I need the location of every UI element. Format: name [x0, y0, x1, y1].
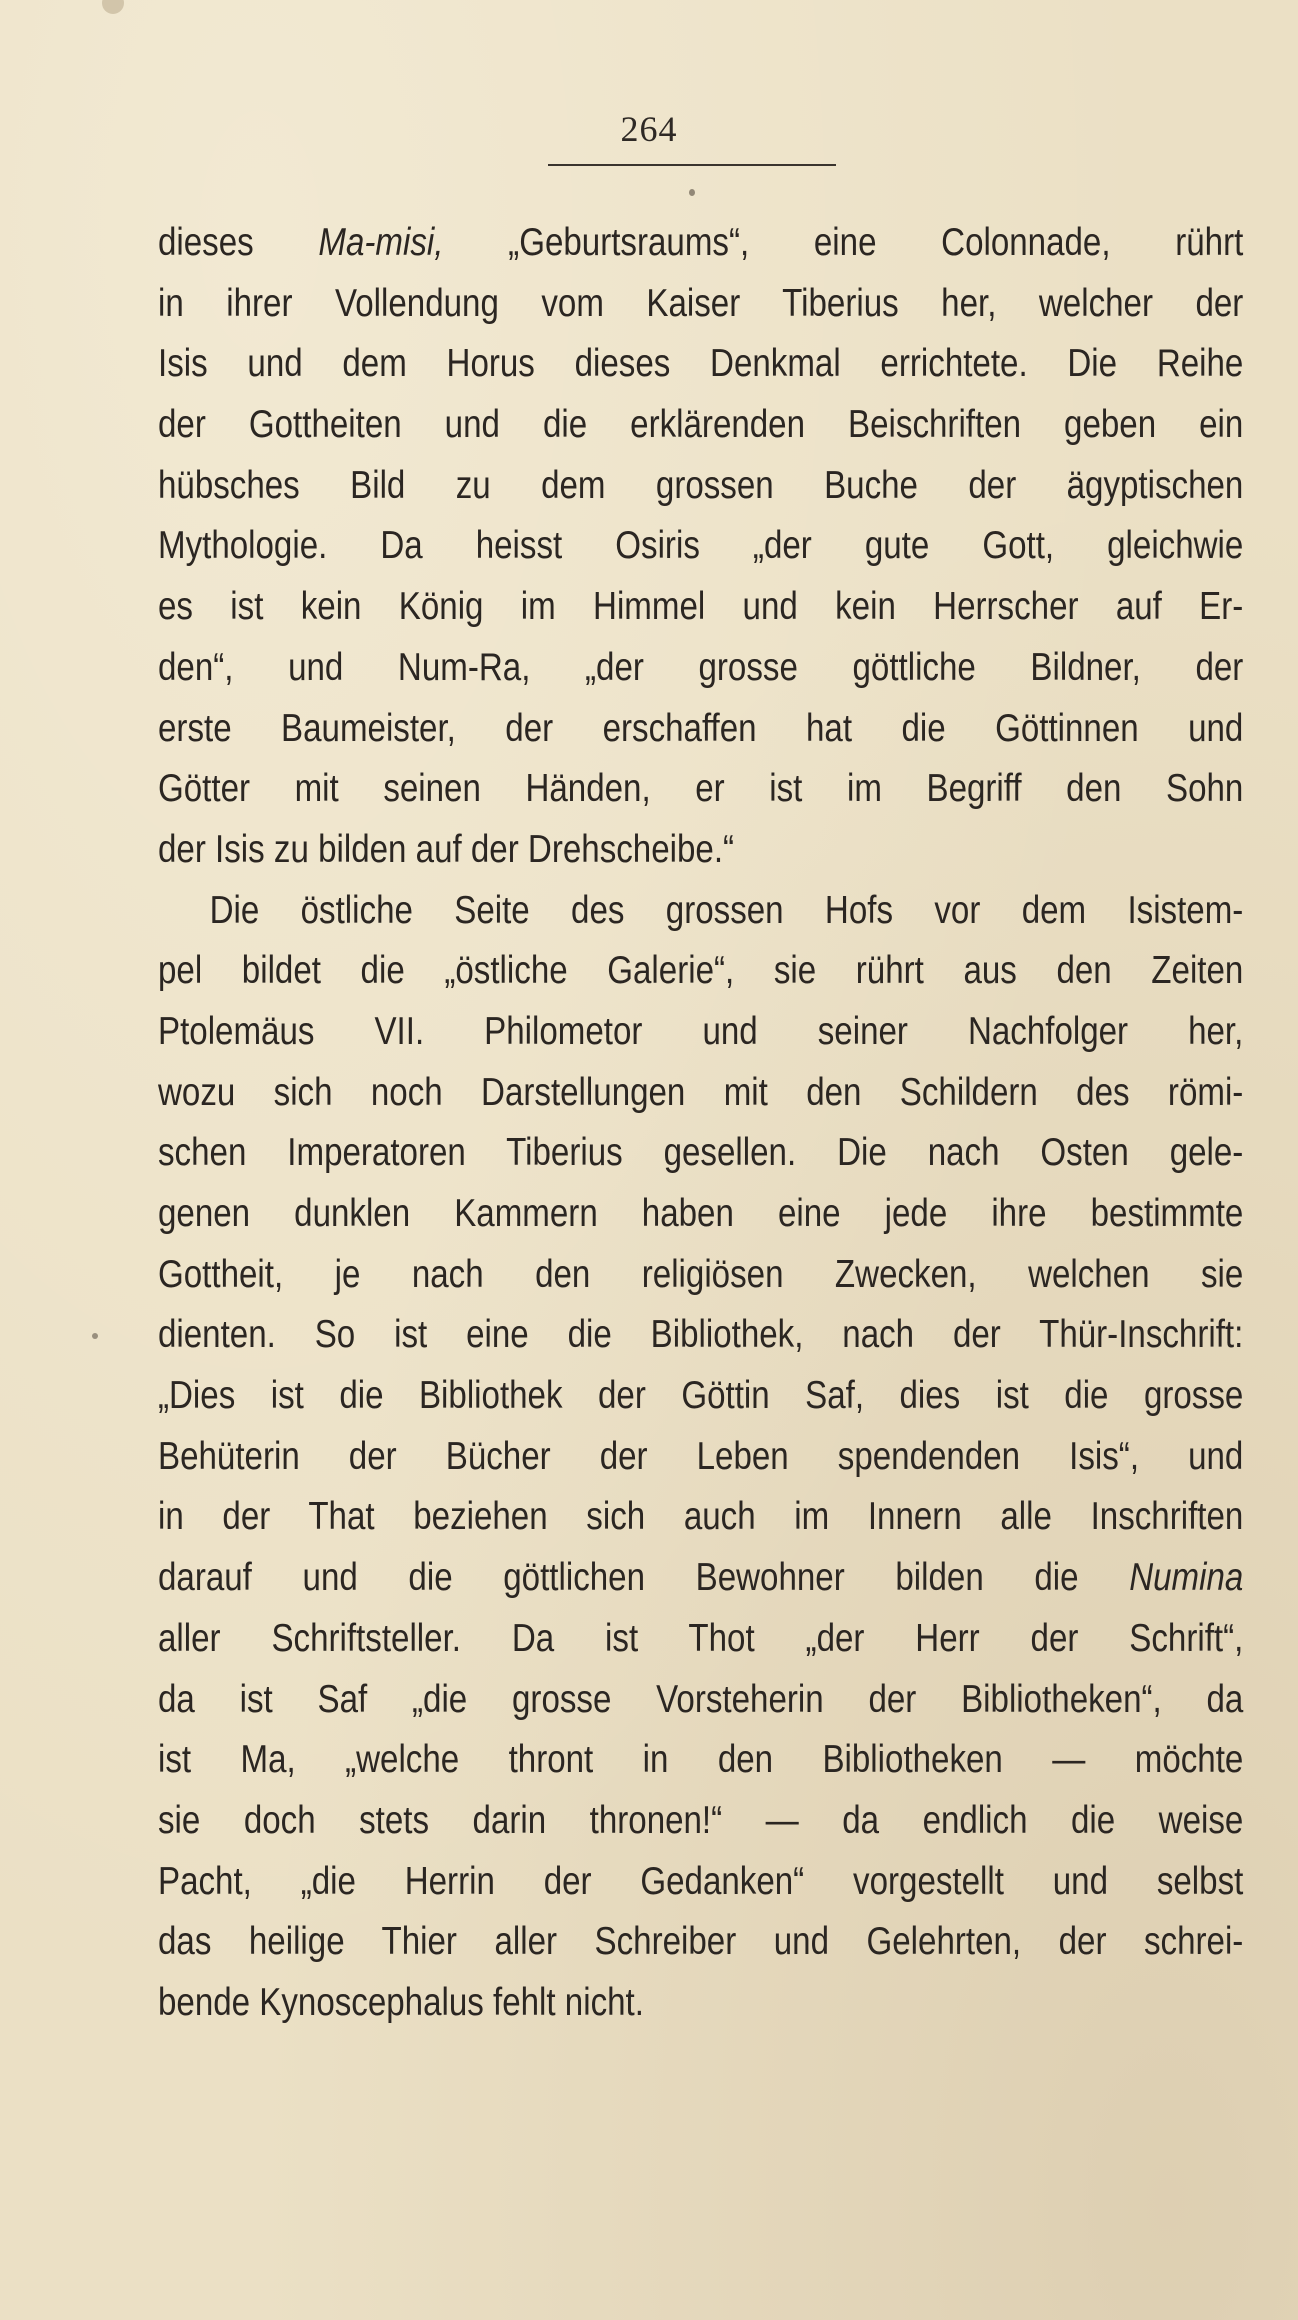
text-segment: Isis und dem Horus dieses Denkmal errichtete. Die Reihe — [158, 342, 1244, 386]
text-segment: bende Kynoscephalus fehlt nicht. — [158, 1980, 644, 2024]
text-segment: in ihrer Vollendung vom Kaiser Tiberius her, welcher der — [158, 281, 1244, 325]
text-segment: ist Ma, „welche thront in den Bibliotheken — möchte — [158, 1738, 1244, 1782]
text-line — [158, 213, 1243, 274]
text-line — [158, 881, 1243, 942]
text-segment: wozu sich noch Darstellungen mit den Schildern des römi- — [158, 1070, 1244, 1114]
text-line — [158, 1609, 1243, 1670]
text-line — [158, 577, 1243, 638]
text-line — [158, 1063, 1243, 1124]
text-segment: aller Schriftsteller. Da ist Thot „der Herr der Schrift“, — [158, 1616, 1244, 1660]
text-segment: dieses — [158, 221, 319, 264]
text-line — [158, 1245, 1243, 1306]
text-segment: der Gottheiten und die erklärenden Beischriften geben ein — [158, 403, 1244, 447]
text-line — [158, 759, 1243, 820]
text-line — [158, 1548, 1243, 1609]
text-line — [158, 274, 1243, 335]
text-segment: es ist kein König im Himmel und kein Herrscher auf Er- — [158, 585, 1244, 629]
text-line — [158, 1305, 1243, 1366]
paper-speck — [92, 1333, 98, 1339]
text-segment: sie doch stets darin thronen!“ — da endlich die weise — [158, 1798, 1244, 1842]
text-segment: Ptolemäus VII. Philometor und seiner Nachfolger her, — [158, 1009, 1244, 1053]
text-line — [158, 638, 1243, 699]
text-segment: „Geburtsraums“, eine Colonnade, rührt — [443, 221, 1244, 264]
text-line — [158, 1670, 1243, 1731]
text-segment: in der That beziehen sich auch im Innern alle Inschriften — [158, 1495, 1244, 1539]
text-segment: Die östliche Seite des grossen Hofs vor dem Isistem- — [209, 888, 1244, 932]
text-line — [158, 1791, 1243, 1852]
text-segment: erste Baumeister, der erschaffen hat die Göttinnen und — [158, 706, 1244, 750]
text-segment: Behüterin der Bücher der Leben spendenden Isis“, und — [158, 1434, 1244, 1478]
text-segment: den“, und Num-Ra, „der grosse göttliche Bildner, der — [158, 645, 1244, 689]
text-segment: Pacht, „die Herrin der Gedanken“ vorgestellt und selbst — [158, 1859, 1244, 1903]
text-line — [158, 1487, 1243, 1548]
text-line — [158, 941, 1243, 1002]
text-line — [158, 820, 1243, 881]
text-line — [158, 456, 1243, 517]
text-segment: schen Imperatoren Tiberius gesellen. Die nach Osten gele- — [158, 1131, 1244, 1175]
header-rule — [548, 164, 836, 166]
text-segment: darauf und die göttlichen Bewohner bilden die — [158, 1556, 1130, 1600]
text-segment: genen dunklen Kammern haben eine jede ihre bestimmte — [158, 1192, 1244, 1235]
text-segment: der Isis zu bilden auf der Drehscheibe.“ — [158, 827, 735, 871]
text-line — [158, 395, 1243, 456]
text-segment: das heilige Thier aller Schreiber und Gelehrten, der schrei- — [158, 1920, 1244, 1964]
text-line — [158, 1730, 1243, 1791]
text-line — [158, 516, 1243, 577]
text-line — [158, 1912, 1243, 1973]
italic-term: Ma-misi, — [318, 221, 444, 264]
paper-stain — [102, 0, 124, 14]
body-text — [158, 213, 1244, 2034]
text-line — [158, 334, 1243, 395]
page-number: 264 — [620, 109, 678, 149]
text-segment: Götter mit seinen Händen, er ist im Begriff den Sohn — [158, 767, 1244, 811]
text-line — [158, 1123, 1243, 1184]
paragraph — [158, 881, 1244, 2034]
text-line — [158, 699, 1243, 760]
text-line — [158, 1002, 1243, 1063]
text-line — [158, 1973, 1243, 2034]
text-line — [158, 1852, 1243, 1913]
text-line — [158, 1366, 1243, 1427]
paper-speck — [689, 189, 695, 196]
paragraph — [158, 213, 1244, 881]
text-segment: pel bildet die „östliche Galerie“, sie rührt aus den Zeiten — [158, 949, 1244, 993]
italic-term: Numina — [1129, 1556, 1244, 1600]
text-line — [158, 1427, 1243, 1488]
text-segment: „Dies ist die Bibliothek der Göttin Saf, dies ist die grosse — [158, 1374, 1244, 1418]
text-segment: dienten. So ist eine die Bibliothek, nach der Thür-Inschrift: — [158, 1313, 1244, 1357]
text-segment: Mythologie. Da heisst Osiris „der gute Gott, gleichwie — [158, 524, 1244, 568]
text-line — [158, 1184, 1243, 1245]
text-segment: hübsches Bild zu dem grossen Buche der ägyptischen — [158, 463, 1244, 507]
text-segment: Gottheit, je nach den religiösen Zwecken, welchen sie — [158, 1252, 1244, 1296]
text-segment: da ist Saf „die grosse Vorsteherin der Bibliotheken“, da — [158, 1677, 1244, 1721]
